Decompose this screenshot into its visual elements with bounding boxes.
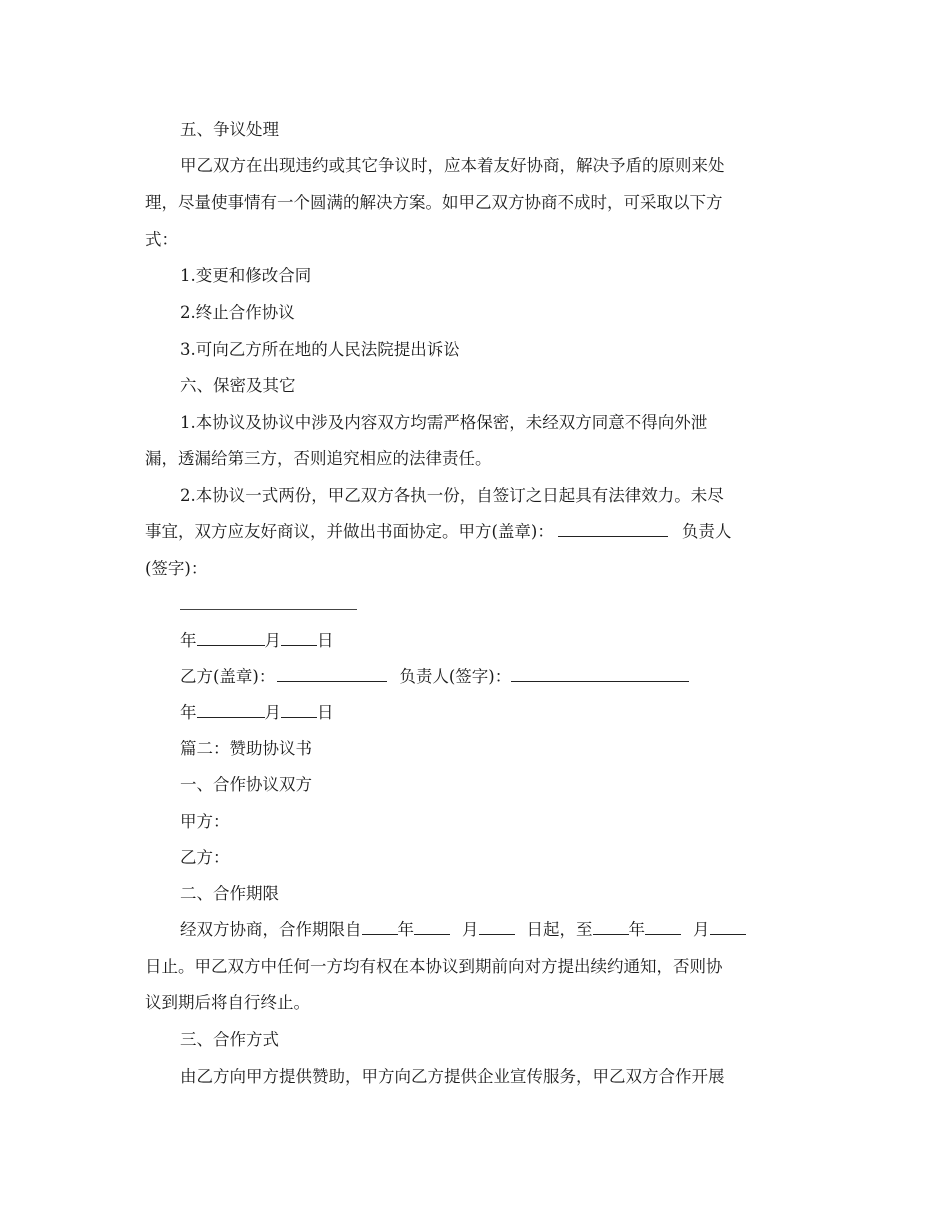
section-heading: 一、合作协议双方 xyxy=(180,775,312,794)
day-blank[interactable] xyxy=(281,631,317,646)
list-item: 3.可向乙方所在地的人民法院提出诉讼 xyxy=(180,340,460,359)
paragraph-line: 甲乙双方在出现违约或其它争议时，应本着友好协商，解决予盾的原则来处 xyxy=(180,156,725,175)
section-heading: 三、合作方式 xyxy=(180,1030,279,1049)
section-heading: 二、合作期限 xyxy=(180,884,279,903)
list-item: 1.变更和修改合同 xyxy=(180,266,312,285)
party-a-label: 甲方： xyxy=(180,812,230,831)
party-b-signature-blank[interactable] xyxy=(511,667,689,682)
section-heading: 五、争议处理 xyxy=(180,120,279,139)
paragraph-line: 1.本协议及协议中涉及内容双方均需严格保密，未经双方同意不得向外泄 xyxy=(180,413,708,432)
paragraph-line: 议到期后将自行终止。 xyxy=(145,993,310,1012)
date-line: 年 月 日 xyxy=(180,631,334,650)
list-item: 2.终止合作协议 xyxy=(180,303,295,322)
month-blank[interactable] xyxy=(197,631,265,646)
paragraph-line: (签字)： xyxy=(145,559,208,578)
term-line: 经双方协商，合作期限自 年 月 日起，至 年 月 xyxy=(180,919,840,941)
party-a-signature-blank[interactable] xyxy=(180,609,357,610)
section-heading: 六、保密及其它 xyxy=(180,376,296,395)
responsible-person-label: 负责人(签字)： xyxy=(399,667,512,686)
paragraph-line: 理，尽量使事情有一个圆满的解决方案。如甲乙双方协商不成时，可采取以下方 xyxy=(145,193,723,212)
party-b-sign-line xyxy=(180,666,840,688)
start-month-blank[interactable] xyxy=(414,920,450,935)
paragraph-line: 漏，透漏给第三方，否则追究相应的法律责任。 xyxy=(145,449,492,468)
paragraph-line: 由乙方向甲方提供赞助，甲方向乙方提供企业宣传服务，甲乙双方合作开展 xyxy=(180,1067,725,1086)
party-a-seal-label: 事宜，双方应友好商议，并做出书面协定。甲方(盖章)： xyxy=(145,522,554,541)
party-b-seal-blank[interactable] xyxy=(277,667,387,682)
party-a-seal-blank[interactable] xyxy=(558,522,668,537)
paragraph-line xyxy=(145,521,805,543)
party-b-seal-label: 乙方(盖章)： xyxy=(180,667,276,686)
responsible-person-label: 负责人 xyxy=(681,522,732,541)
start-day-blank[interactable] xyxy=(479,920,515,935)
start-year-blank[interactable] xyxy=(362,920,398,935)
end-day-blank[interactable] xyxy=(710,920,746,935)
paragraph-line: 日止。甲乙双方中任何一方均有权在本协议到期前向对方提出续约通知，否则协 xyxy=(145,957,723,976)
month-blank[interactable] xyxy=(197,703,265,718)
date-line: 年 月 日 xyxy=(180,703,334,722)
end-year-blank[interactable] xyxy=(593,920,629,935)
party-b-label: 乙方： xyxy=(180,848,230,867)
paragraph-line: 式： xyxy=(145,230,178,249)
paragraph-line: 2.本协议一式两份，甲乙双方各执一份，自签订之日起具有法律效力。未尽 xyxy=(180,486,724,505)
document-title: 篇二：赞助协议书 xyxy=(180,739,312,758)
day-blank[interactable] xyxy=(281,703,317,718)
end-month-blank[interactable] xyxy=(645,920,681,935)
